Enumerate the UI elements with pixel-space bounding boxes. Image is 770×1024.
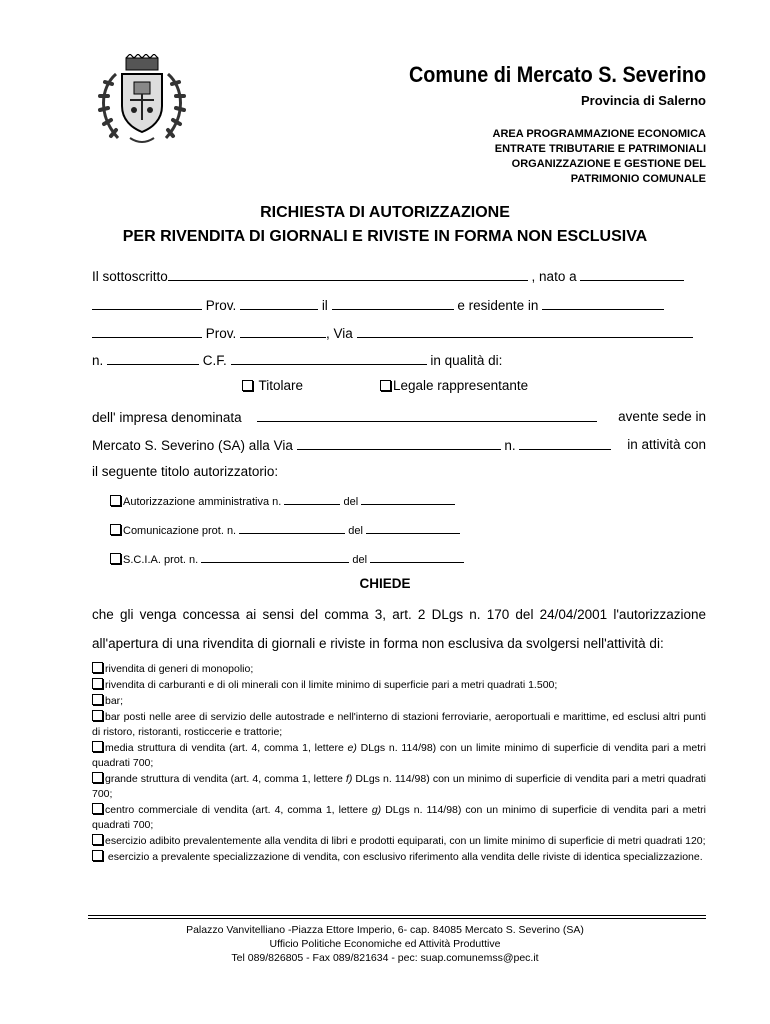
checkbox-activity[interactable] — [92, 694, 103, 705]
activities-list — [92, 662, 706, 866]
birth-date-field[interactable] — [332, 297, 454, 310]
department-line: PATRIMONIO COMUNALE — [570, 173, 706, 185]
house-number-field[interactable] — [107, 352, 199, 365]
scia-number-field[interactable] — [201, 550, 349, 563]
name-field[interactable] — [168, 268, 528, 281]
checkbox-autorizzazione[interactable] — [110, 495, 121, 506]
label-avente-sede: avente sede in — [618, 409, 706, 424]
role-option-legale[interactable] — [380, 378, 528, 393]
label-nato-a: , nato a — [531, 269, 577, 284]
birthplace-field[interactable] — [580, 268, 684, 281]
form-line-sottoscritto — [92, 268, 684, 284]
label-del: del — [348, 525, 363, 537]
label-autorizzazione: Autorizzazione amministrativa n. — [123, 496, 282, 508]
department-line: AREA PROGRAMMAZIONE ECONOMICA — [492, 128, 706, 140]
form-line-impresa — [92, 409, 706, 425]
municipality-title: Comune di Mercato S. Severino — [408, 62, 706, 87]
communication-date-field[interactable] — [366, 521, 460, 534]
label-cf: C.F. — [202, 353, 227, 368]
department-line: ENTRATE TRIBUTARIE E PATRIMONIALI — [494, 143, 706, 155]
document-title: RICHIESTA DI AUTORIZZAZIONE — [260, 204, 510, 221]
checkbox-activity[interactable] — [92, 803, 103, 814]
company-name-field[interactable] — [257, 409, 597, 422]
chiede-heading: CHIEDE — [359, 576, 411, 591]
activity-item[interactable]: bar posti nelle aree di servizio delle autostrade e nell'interno di stazioni ferroviarie, aeroportuali e marittime, ed esclusi altri punti di ristoro, ristoranti, rosticcerie e trattorie; — [92, 711, 706, 738]
checkbox-scia[interactable] — [110, 553, 121, 564]
activity-item[interactable]: rivendita di carburanti e di oli minerali con il limite minimo di superficie pari a metri quadrati 1.500; — [92, 678, 706, 693]
label-sottoscritto: Il sottoscritto — [92, 269, 168, 284]
label-il: il — [321, 298, 328, 313]
activity-item[interactable]: esercizio adibito prevalentemente alla vendita di libri e prodotti equiparati, con un limite minimo di superficie di metri quadrati 120; — [92, 834, 706, 849]
checkbox-comunicazione[interactable] — [110, 524, 121, 535]
label-impresa: dell' impresa denominata — [92, 410, 242, 425]
activity-item[interactable]: esercizio a prevalente specializzazione di vendita, con esclusivo riferimento alla vendita delle riviste di identica specializzazione. — [92, 850, 706, 865]
coat-of-arms-icon — [94, 54, 190, 148]
residence-street-field[interactable] — [357, 325, 693, 338]
footer-contacts: Tel 089/826805 - Fax 089/821634 - pec: suap.comunemss@pec.it — [231, 952, 539, 964]
label-legale-rappresentante: Legale rappresentante — [393, 378, 529, 393]
form-line-sede — [92, 437, 706, 453]
label-mercato-via: Mercato S. Severino (SA) alla Via — [92, 438, 293, 453]
label-titolare: Titolare — [258, 378, 304, 393]
birthplace-cont-field[interactable] — [92, 297, 202, 310]
footer-office: Ufficio Politiche Economiche ed Attività Produttive — [269, 938, 501, 950]
document-subtitle: PER RIVENDITA DI GIORNALI E RIVISTE IN FORMA NON ESCLUSIVA — [122, 228, 648, 245]
footer-address: Palazzo Vanvitelliano -Piazza Ettore Imperio, 6- cap. 84085 Mercato S. Severino (SA) — [186, 924, 584, 936]
label-in-attivita: in attività con — [627, 437, 706, 452]
title-option-autorizzazione[interactable] — [110, 492, 455, 508]
residence-province-field[interactable] — [240, 325, 326, 338]
form-line-birth — [92, 297, 664, 313]
checkbox-activity[interactable] — [92, 834, 103, 845]
label-n2: n. — [504, 438, 516, 453]
label-via: , Via — [326, 326, 353, 341]
footer-divider — [88, 918, 706, 919]
province-name: Provincia di Salerno — [581, 93, 706, 108]
checkbox-activity[interactable] — [92, 710, 103, 721]
checkbox-activity[interactable] — [92, 678, 103, 689]
residence-cont-field[interactable] — [92, 325, 202, 338]
label-n: n. — [92, 353, 104, 368]
checkbox-activity[interactable] — [92, 772, 103, 783]
department-line: ORGANIZZAZIONE E GESTIONE DEL — [511, 158, 706, 170]
label-in-qualita: in qualità di: — [430, 353, 503, 368]
checkbox-activity[interactable] — [92, 850, 103, 861]
checkbox-legale-rappresentante[interactable] — [380, 380, 391, 391]
tax-code-field[interactable] — [231, 352, 427, 365]
company-number-field[interactable] — [519, 437, 611, 450]
role-option-titolare[interactable] — [242, 378, 303, 393]
activity-item[interactable]: rivendita di generi di monopolio; — [92, 662, 706, 677]
label-del: del — [343, 496, 359, 508]
activity-item[interactable]: centro commerciale di vendita (art. 4, comma 1, lettere g) DLgs n. 114/98) con un minimo di superficie di vendita pari a metri quadrati 700; — [92, 804, 706, 831]
label-residente-in: e residente in — [457, 298, 539, 313]
form-line-residence — [92, 325, 693, 341]
label-scia: S.C.I.A. prot. n. — [123, 554, 199, 566]
request-text-line2: all'apertura di una rivendita di giornali e riviste in forma non esclusiva da svolgersi nell'attività di: — [92, 636, 664, 651]
checkbox-titolare[interactable] — [242, 380, 253, 391]
label-del: del — [352, 554, 368, 566]
activity-item[interactable]: bar; — [92, 694, 706, 709]
authorization-date-field[interactable] — [361, 492, 455, 505]
company-street-field[interactable] — [297, 437, 501, 450]
activity-item[interactable]: media struttura di vendita (art. 4, comma 1, lettere e) DLgs n. 114/98) con un limite minimo di superficie di vendita pari a metri quadrati 700; — [92, 742, 707, 769]
residence-city-field[interactable] — [542, 297, 664, 310]
label-prov: Prov. — [205, 298, 237, 313]
request-text-line1: che gli venga concessa ai sensi del comma 3, art. 2 DLgs n. 170 del 24/04/2001 l'autorizzazione — [92, 607, 706, 622]
form-line-cf — [92, 352, 502, 368]
footer-divider — [88, 915, 706, 916]
scia-date-field[interactable] — [370, 550, 464, 563]
authorization-number-field[interactable] — [284, 492, 340, 505]
checkbox-activity[interactable] — [92, 741, 103, 752]
label-titolo-autorizzatorio: il seguente titolo autorizzatorio: — [92, 464, 279, 479]
birth-province-field[interactable] — [240, 297, 318, 310]
checkbox-activity[interactable] — [92, 662, 103, 673]
title-option-scia[interactable] — [110, 550, 464, 566]
label-comunicazione: Comunicazione prot. n. — [123, 525, 237, 537]
activity-item[interactable]: grande struttura di vendita (art. 4, comma 1, lettere f) DLgs n. 114/98) con un minimo di superficie di vendita pari a metri quadrati 700; — [92, 773, 707, 800]
title-option-comunicazione[interactable] — [110, 521, 460, 537]
communication-number-field[interactable] — [239, 521, 345, 534]
label-prov2: Prov. — [205, 326, 237, 341]
